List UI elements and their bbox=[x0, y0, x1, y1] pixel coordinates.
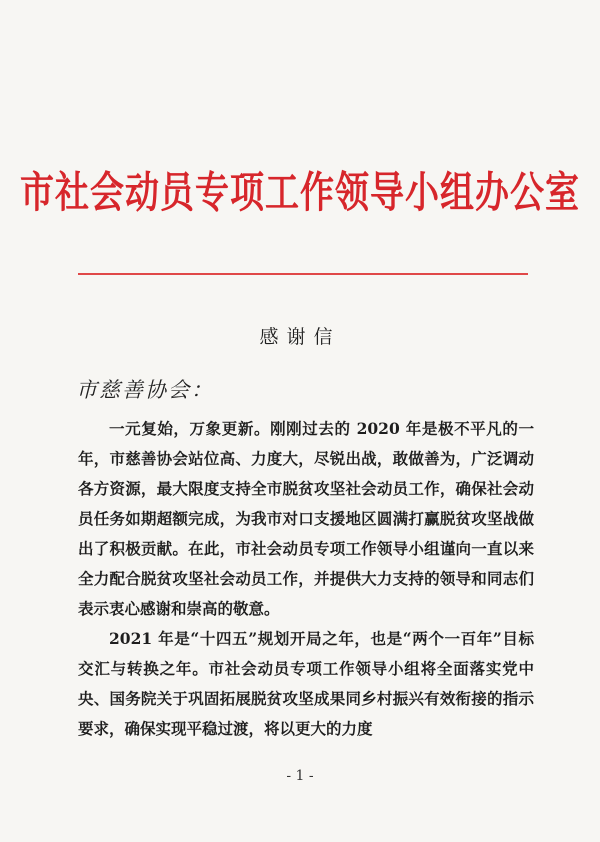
page-number: - 1 - bbox=[286, 768, 314, 784]
header-divider bbox=[78, 273, 528, 275]
letter-body bbox=[78, 414, 534, 744]
paragraph: 一元复始，万象更新。刚刚过去的 2020 年是极不平凡的一年，市慈善协会站位高、力度大，尽锐出战，敢做善为，广泛调动各方资源，最大限度支持全市脱贫攻坚社会动员工作，确保社会动员任务如期超额完成，为我市对口支援地区圆满打赢脱贫攻坚战做出了积极贡献。在此，市社会动员专项工作领导小组谨向一直以来全力配合脱贫攻坚社会动员工作，并提供大力支持的领导和同志们表示衷心感谢和崇高的敬意。 bbox=[78, 419, 534, 618]
organization-header: 市社会动员专项工作领导小组办公室 bbox=[20, 168, 580, 218]
letter-title: 感谢信 bbox=[259, 326, 341, 348]
paragraph: 2021 年是“十四五”规划开局之年，也是“两个一百年”目标交汇与转换之年。市社会动员专项工作领导小组将全面落实党中央、国务院关于巩固拓展脱贫攻坚成果同乡村振兴有效衔接的指示要求，确保实现平稳过渡，将以更大的力度 bbox=[78, 629, 534, 738]
salutation: 市慈善协会： bbox=[76, 378, 214, 402]
